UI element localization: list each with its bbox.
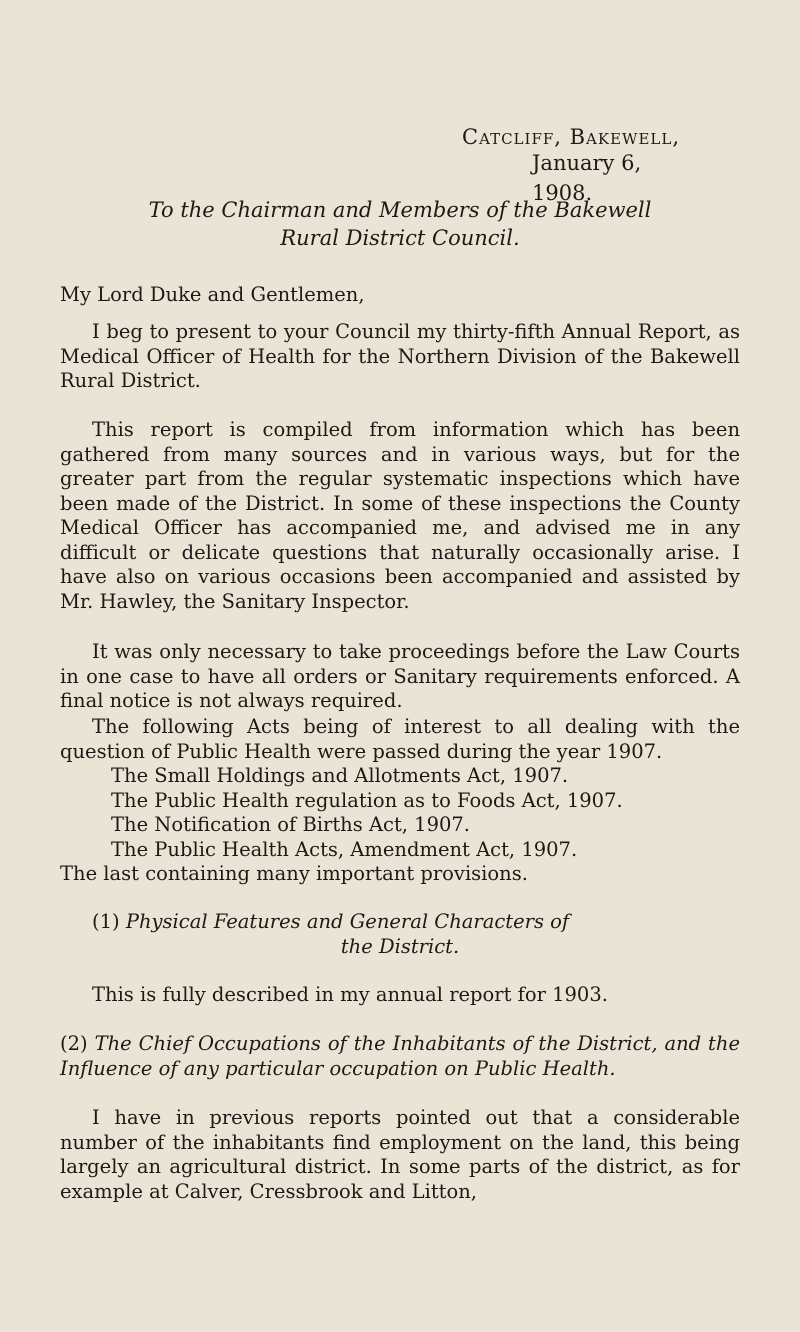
addressee-line-2: Rural District Council. [280,226,520,250]
sender-address: Catcliff, Bakewell, [462,125,680,149]
act-item: The Notification of Births Act, 1907. [111,813,471,836]
act-item: The Public Health regulation as to Foods Act, 1907. [111,788,623,812]
act-item: The Small Holdings and Allotments Act, 1907. [111,764,569,787]
section-2-body: I have in previous reports pointed out that a considerable number of the inhabitants find employment on the land, this being largely an agricultural district. In some parts of the district, as for example at Calver, Cressbrook and Litton, [60,1106,740,1203]
letter-date: January 6, 1908. [532,151,642,205]
paragraph-legal-proceedings: It was only necessary to take proceedings before the Law Courts in one case to have all orders or Sanitary requirements enforced. A final notice is not always required. [60,640,740,712]
section-1-title-line-1: Physical Features and General Characters of [125,910,570,933]
section-2-number: (2) [60,1032,88,1055]
act-item: The Public Health Acts, Amendment Act, 1907. [111,837,578,861]
section-1-number: (1) [92,910,120,933]
paragraph-acts-intro: The following Acts being of interest to all dealing with the question of Public Health were passed during the year 1907. [60,715,740,763]
addressee-line-1: To the Chairman and Members of the Bakewell [148,198,652,222]
section-2-heading [60,1032,740,1081]
acts-list [111,764,751,862]
paragraph-report-compilation: This report is compiled from information which has been gathered from many sources and in various ways, but for the greater part from the regular systematic inspections which have been made of the District. In some of these inspections the County Medical Officer has accompanied me, and advised me in any difficult or delicate questions that naturally occasionally arise. I have also on various occasions been accompanied and assisted by Mr. Hawley, the Sanitary Inspector. [60,418,740,613]
paragraph-report-intro: I beg to present to your Council my thirty-fifth Annual Report, as Medical Officer of Health for the Northern Division of the Bakewell Rural District. [60,320,740,392]
acts-closing: The last containing many important provisions. [60,862,528,885]
salutation: My Lord Duke and Gentlemen, [60,283,365,306]
section-1-body: This is fully described in my annual report for 1903. [92,983,608,1006]
section-2-title: The Chief Occupations of the Inhabitants of the District, and the Influence of any particular occupation on Public Health. [60,1032,740,1080]
section-1-title-line-2: the District. [340,935,460,958]
section-1-heading [60,910,740,935]
